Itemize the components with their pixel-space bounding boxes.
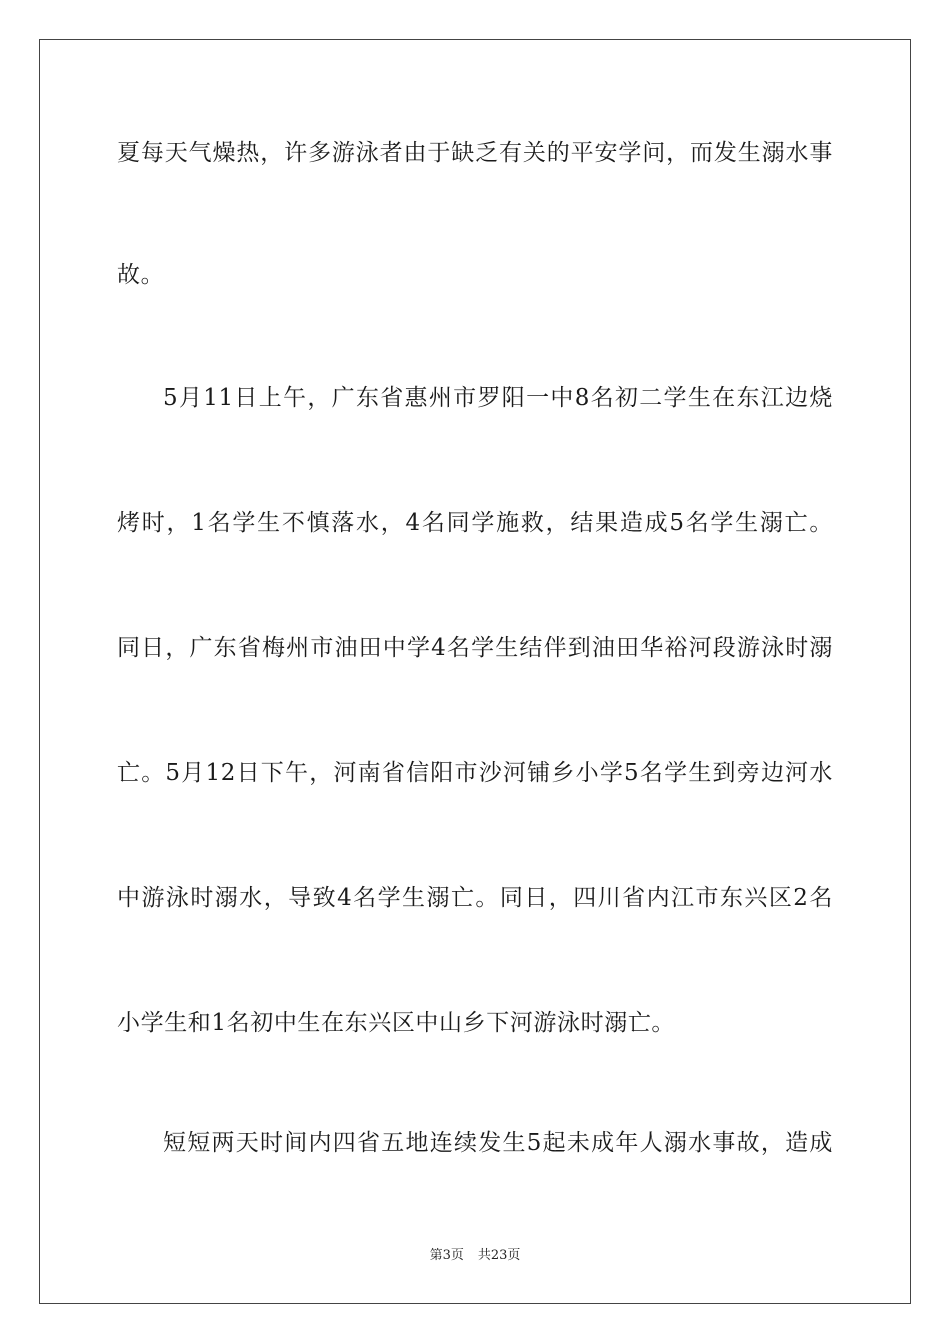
body-text-line: 小学生和1名初中生在东兴区中山乡下河游泳时溺亡。: [117, 1010, 676, 1036]
body-text-line: 同日，广东省梅州市油田中学4名学生结伴到油田华裕河段游泳时溺: [117, 635, 833, 661]
page-number: 第3页: [429, 1248, 464, 1263]
body-text-line: 烤时，1名学生不慎落水，4名同学施救，结果造成5名学生溺亡。: [117, 510, 833, 536]
body-text-line: 亡。5月12日下午，河南省信阳市沙河铺乡小学5名学生到旁边河水: [117, 760, 833, 786]
body-text-line: 5月11日上午，广东省惠州市罗阳一中8名初二学生在东江边烧: [163, 385, 833, 411]
page-footer: [0, 1247, 950, 1265]
page-total: 共23页: [477, 1248, 521, 1263]
body-text-line: 中游泳时溺水，导致4名学生溺亡。同日，四川省内江市东兴区2名: [117, 885, 833, 911]
body-text-line: 短短两天时间内四省五地连续发生5起未成年人溺水事故，造成: [163, 1130, 833, 1156]
body-text-line: 故。: [117, 262, 165, 288]
body-text-line: 夏每天气燥热，许多游泳者由于缺乏有关的平安学问，而发生溺水事: [117, 140, 833, 166]
page-border: [39, 39, 911, 1304]
